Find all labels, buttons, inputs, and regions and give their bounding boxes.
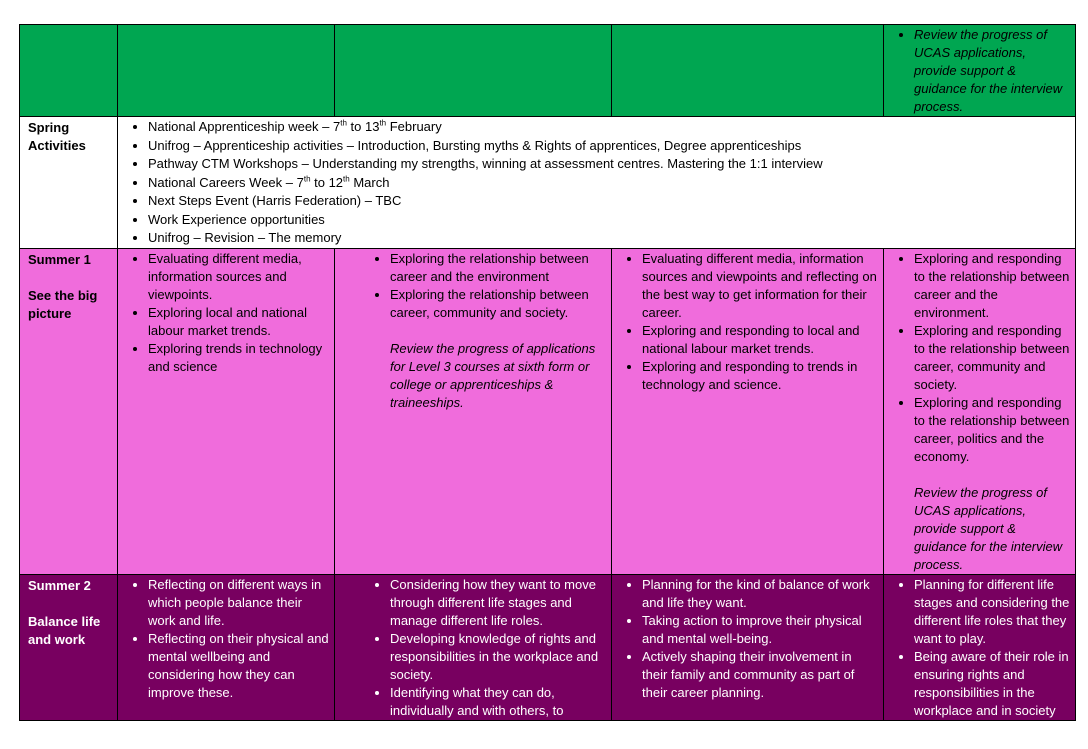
summer1-theme: See the big picture: [28, 287, 98, 321]
top-col5-list: [884, 26, 1075, 116]
list-item: • Exploring and responding to the relationship between career, politics and the economy.: [914, 394, 1071, 466]
cell-spring-activities: [118, 117, 1076, 249]
summer2-col3-list: [335, 576, 611, 720]
cell-top-col4: [612, 25, 884, 117]
summer2-col4-list: [612, 576, 883, 702]
summer2-theme: Balance life and work: [28, 613, 101, 647]
list-item: • Exploring the relationship between career and the environment: [390, 250, 607, 286]
cell-top-label: [20, 25, 118, 117]
cell-summer2-col2: [118, 574, 335, 720]
spring-label: Spring Activities: [28, 120, 86, 153]
table-row-summer1: [20, 248, 1076, 574]
list-item: • Reflecting on their physical and mental wellbeing and considering how they can improve these.: [148, 630, 330, 702]
list-item: • Unifrog – Apprenticeship activities – Introduction, Bursting myths & Rights of apprentices, Degree apprenticeships: [148, 137, 1071, 156]
list-item: • Planning for different life stages and considering the different life roles that they want to play.: [914, 576, 1071, 648]
list-item: • Considering how they want to move through different life stages and manage different life roles.: [390, 576, 607, 630]
list-item: • Pathway CTM Workshops – Understanding my strengths, winning at assessment centres. Mastering the 1:1 interview: [148, 155, 1071, 174]
summer1-label: Summer 1: [28, 251, 91, 267]
list-item: • Next Steps Event (Harris Federation) – TBC: [148, 192, 1071, 211]
list-item: • Unifrog – Revision – The memory: [148, 229, 1071, 248]
cell-summer1-col5: [884, 248, 1076, 574]
list-item: • Evaluating different media, information sources and viewpoints.: [148, 250, 330, 304]
list-item: • Reflecting on different ways in which people balance their work and life.: [148, 576, 330, 630]
cell-summer2-col5: [884, 574, 1076, 720]
list-item: • Exploring and responding to local and national labour market trends.: [642, 322, 879, 358]
list-item: • Review the progress of UCAS applications, provide support & guidance for the interview process.: [914, 26, 1071, 116]
row-label-summer1: [20, 248, 118, 574]
cell-summer2-col4: [612, 574, 884, 720]
summer1-col5-list: [884, 250, 1075, 466]
list-item: • Planning for the kind of balance of work and life they want.: [642, 576, 879, 612]
table-row-spring: [20, 117, 1076, 249]
summer1-col4-list: [612, 250, 883, 394]
row-label-summer2: [20, 574, 118, 720]
list-item: • Being aware of their role in ensuring rights and responsibilities in the workplace and in society: [914, 648, 1071, 720]
cell-summer1-col3: [335, 248, 612, 574]
list-item: • Exploring trends in technology and science: [148, 340, 330, 376]
list-item: Review the progress of applications for Level 3 courses at sixth form or college or apprenticeships & traineeships.: [390, 340, 596, 410]
list-item: • National Apprenticeship week – 7th to 13th February: [148, 118, 1071, 137]
summer1-col5-italic: [884, 484, 1075, 574]
list-item: • Actively shaping their involvement in their family and community as part of their career planning.: [642, 648, 879, 702]
list-item: • Exploring and responding to the relationship between career and the environment.: [914, 250, 1071, 322]
list-item: • Exploring the relationship between career, community and society.: [390, 286, 607, 322]
list-item: • Evaluating different media, information sources and viewpoints and reflecting on the best way to get information for their career.: [642, 250, 879, 322]
list-item: • Taking action to improve their physical and mental well-being.: [642, 612, 879, 648]
list-item: • Exploring and responding to the relationship between career, community and society.: [914, 322, 1071, 394]
cell-top-col3: [335, 25, 612, 117]
list-item: Review the progress of UCAS applications, provide support & guidance for the interview process.: [914, 484, 1063, 572]
spring-activities-list: [118, 118, 1075, 248]
cell-top-col5: [884, 25, 1076, 117]
table-row-summer2: [20, 574, 1076, 720]
summer2-col5-list: [884, 576, 1075, 720]
cell-summer2-col3: [335, 574, 612, 720]
cell-summer1-col4: [612, 248, 884, 574]
list-item: • Developing knowledge of rights and responsibilities in the workplace and society.: [390, 630, 607, 684]
list-item: • National Careers Week – 7th to 12th March: [148, 174, 1071, 193]
cell-top-col2: [118, 25, 335, 117]
cell-summer1-col2: [118, 248, 335, 574]
list-item: • Identifying what they can do, individually and with others, to: [390, 684, 607, 720]
list-item: • Exploring local and national labour market trends.: [148, 304, 330, 340]
summer2-label: Summer 2: [28, 577, 91, 593]
summer1-col3-italic: [335, 340, 611, 412]
summer1-col3-list: [335, 250, 611, 322]
list-item: • Exploring and responding to trends in technology and science.: [642, 358, 879, 394]
row-label-spring: [20, 117, 118, 249]
summer1-col2-list: [118, 250, 334, 376]
list-item: • Work Experience opportunities: [148, 211, 1071, 230]
table-row-top: [20, 25, 1076, 117]
careers-plan-table: [19, 24, 1076, 721]
summer2-col2-list: [118, 576, 334, 702]
